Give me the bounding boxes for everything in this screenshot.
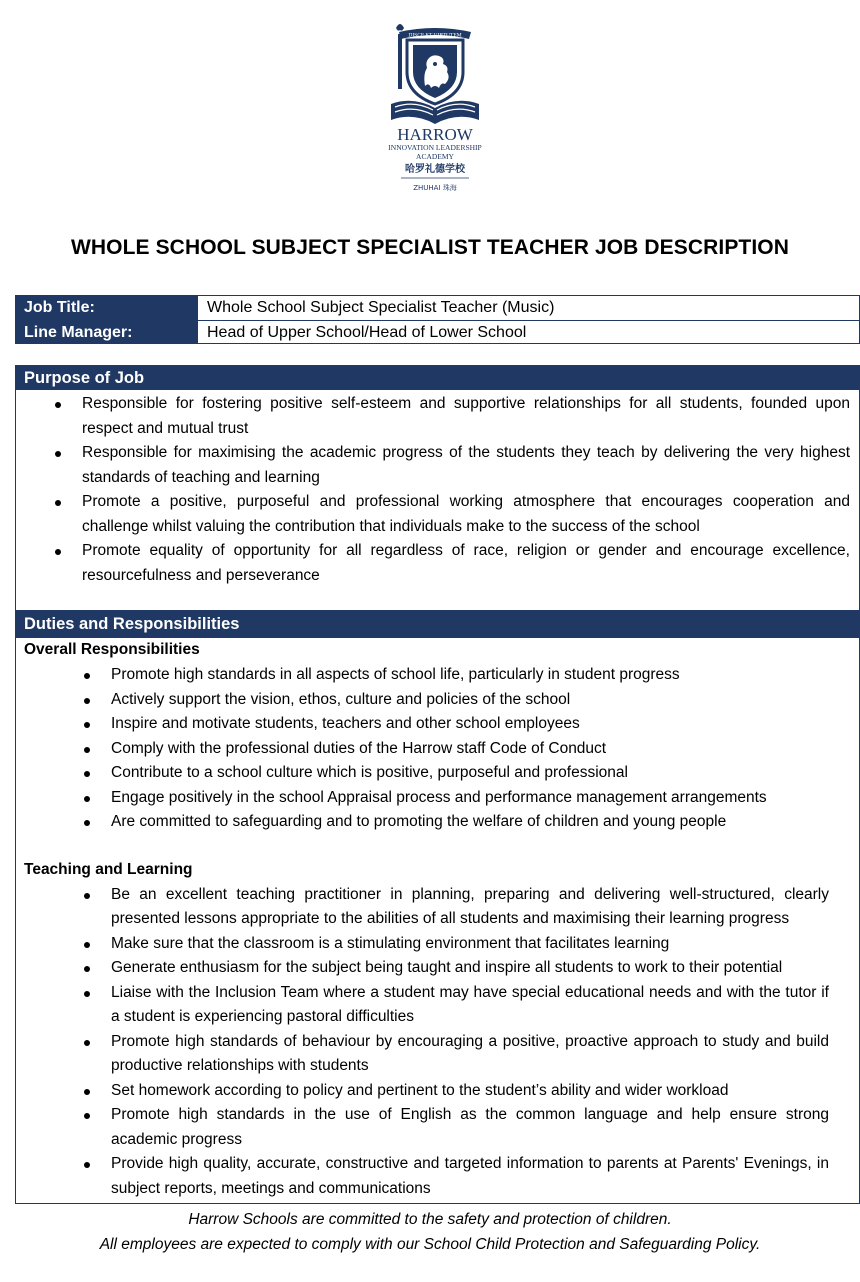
bullet-icon (84, 747, 90, 753)
bullet-icon (84, 942, 90, 948)
logo-line2: INNOVATION LEADERSHIP (388, 143, 482, 152)
school-logo (365, 22, 505, 197)
logo-motto: DISCE ET VIRTUTEM (408, 32, 462, 39)
list-item: Actively support the vision, ethos, culture and policies of the school (111, 688, 829, 713)
duties-section (15, 610, 860, 1204)
bullet-icon (84, 1113, 90, 1119)
bullet-icon (84, 1040, 90, 1046)
crest-icon (365, 22, 505, 197)
duties-heading: Duties and Responsibilities (16, 611, 859, 638)
list-item: Promote high standards of behaviour by encouraging a positive, proactive approach to study and build productive relationships with students (111, 1030, 829, 1079)
list-item: Inspire and motivate students, teachers and other school employees (111, 712, 829, 737)
purpose-list (16, 392, 859, 588)
list-item: Be an excellent teaching practitioner in planning, preparing and delivering well-structured, clearly presented lessons appropriate to the abilities of all students and maximising their learning progress (111, 883, 829, 932)
list-item: Make sure that the classroom is a stimulating environment that facilitates learning (111, 932, 829, 957)
bullet-icon (84, 1089, 90, 1095)
teaching-heading: Teaching and Learning (24, 860, 193, 878)
list-item: Liaise with the Inclusion Team where a student may have special educational needs and with the tutor if a student is experiencing pastoral difficulties (111, 981, 829, 1030)
list-item: Promote a positive, purposeful and professional working atmosphere that encourages cooperation and challenge whilst valuing the contribution that individuals make to the success of the school (82, 490, 850, 539)
bullet-icon (55, 549, 61, 555)
list-item: Generate enthusiasm for the subject being taught and inspire all students to work to their potential (111, 956, 829, 981)
logo-city: ZHUHAI 珠海 (413, 184, 457, 192)
list-item: Engage positively in the school Appraisal process and performance management arrangements (111, 786, 829, 811)
footer-line-1: Harrow Schools are committed to the safety and protection of children. (188, 1211, 672, 1228)
overall-list (16, 663, 859, 835)
list-item: Set homework according to policy and pertinent to the student’s ability and wider workload (111, 1079, 829, 1104)
bullet-icon (84, 673, 90, 679)
purpose-heading: Purpose of Job (16, 366, 859, 390)
footer-line-2: All employees are expected to comply with our School Child Protection and Safeguarding Policy. (99, 1235, 761, 1253)
bullet-icon (55, 451, 61, 457)
bullet-icon (84, 820, 90, 826)
list-item: Provide high quality, accurate, constructive and targeted information to parents at Parents' Evenings, in subject reports, meetings and communications (111, 1152, 829, 1201)
logo-chinese: 哈罗礼德学校 (405, 164, 465, 175)
purpose-section (15, 365, 860, 611)
bullet-icon (84, 991, 90, 997)
bullet-icon (84, 796, 90, 802)
job-title-value: Whole School Subject Specialist Teacher (Music) (197, 296, 859, 320)
list-item: Responsible for fostering positive self-esteem and supportive relationships for all students, founded upon respect and mutual trust (82, 392, 850, 441)
bullet-icon (84, 893, 90, 899)
list-item: Promote equality of opportunity for all regardless of race, religion or gender and encourage excellence, resourcefulness and perseverance (82, 539, 850, 588)
teaching-list (16, 883, 859, 1202)
safeguarding-footer (0, 1208, 860, 1257)
logo-line3: ACADEMY (416, 152, 454, 161)
job-title-row (16, 296, 859, 320)
bullet-icon (84, 722, 90, 728)
page-title: WHOLE SCHOOL SUBJECT SPECIALIST TEACHER JOB DESCRIPTION (70, 236, 789, 259)
line-manager-row (16, 320, 859, 344)
list-item: Contribute to a school culture which is positive, purposeful and professional (111, 761, 829, 786)
list-item: Promote high standards in all aspects of school life, particularly in student progress (111, 663, 829, 688)
bullet-icon (84, 771, 90, 777)
list-item: Are committed to safeguarding and to promoting the welfare of children and young people (111, 810, 829, 835)
bullet-icon (84, 698, 90, 704)
overall-heading: Overall Responsibilities (24, 641, 200, 658)
line-manager-label: Line Manager: (16, 321, 197, 344)
bullet-icon (84, 1162, 90, 1168)
bullet-icon (55, 500, 61, 506)
list-item: Responsible for maximising the academic progress of the students they teach by delivering the very highest standards of teaching and learning (82, 441, 850, 490)
job-info-table (15, 295, 860, 344)
bullet-icon (55, 402, 61, 408)
bullet-icon (84, 966, 90, 972)
job-title-label: Job Title: (16, 296, 197, 320)
list-item: Promote high standards in the use of English as the common language and help ensure strong academic progress (111, 1103, 829, 1152)
line-manager-value: Head of Upper School/Head of Lower School (197, 321, 859, 344)
logo-name: HARROW (397, 125, 473, 144)
list-item: Comply with the professional duties of the Harrow staff Code of Conduct (111, 737, 829, 762)
